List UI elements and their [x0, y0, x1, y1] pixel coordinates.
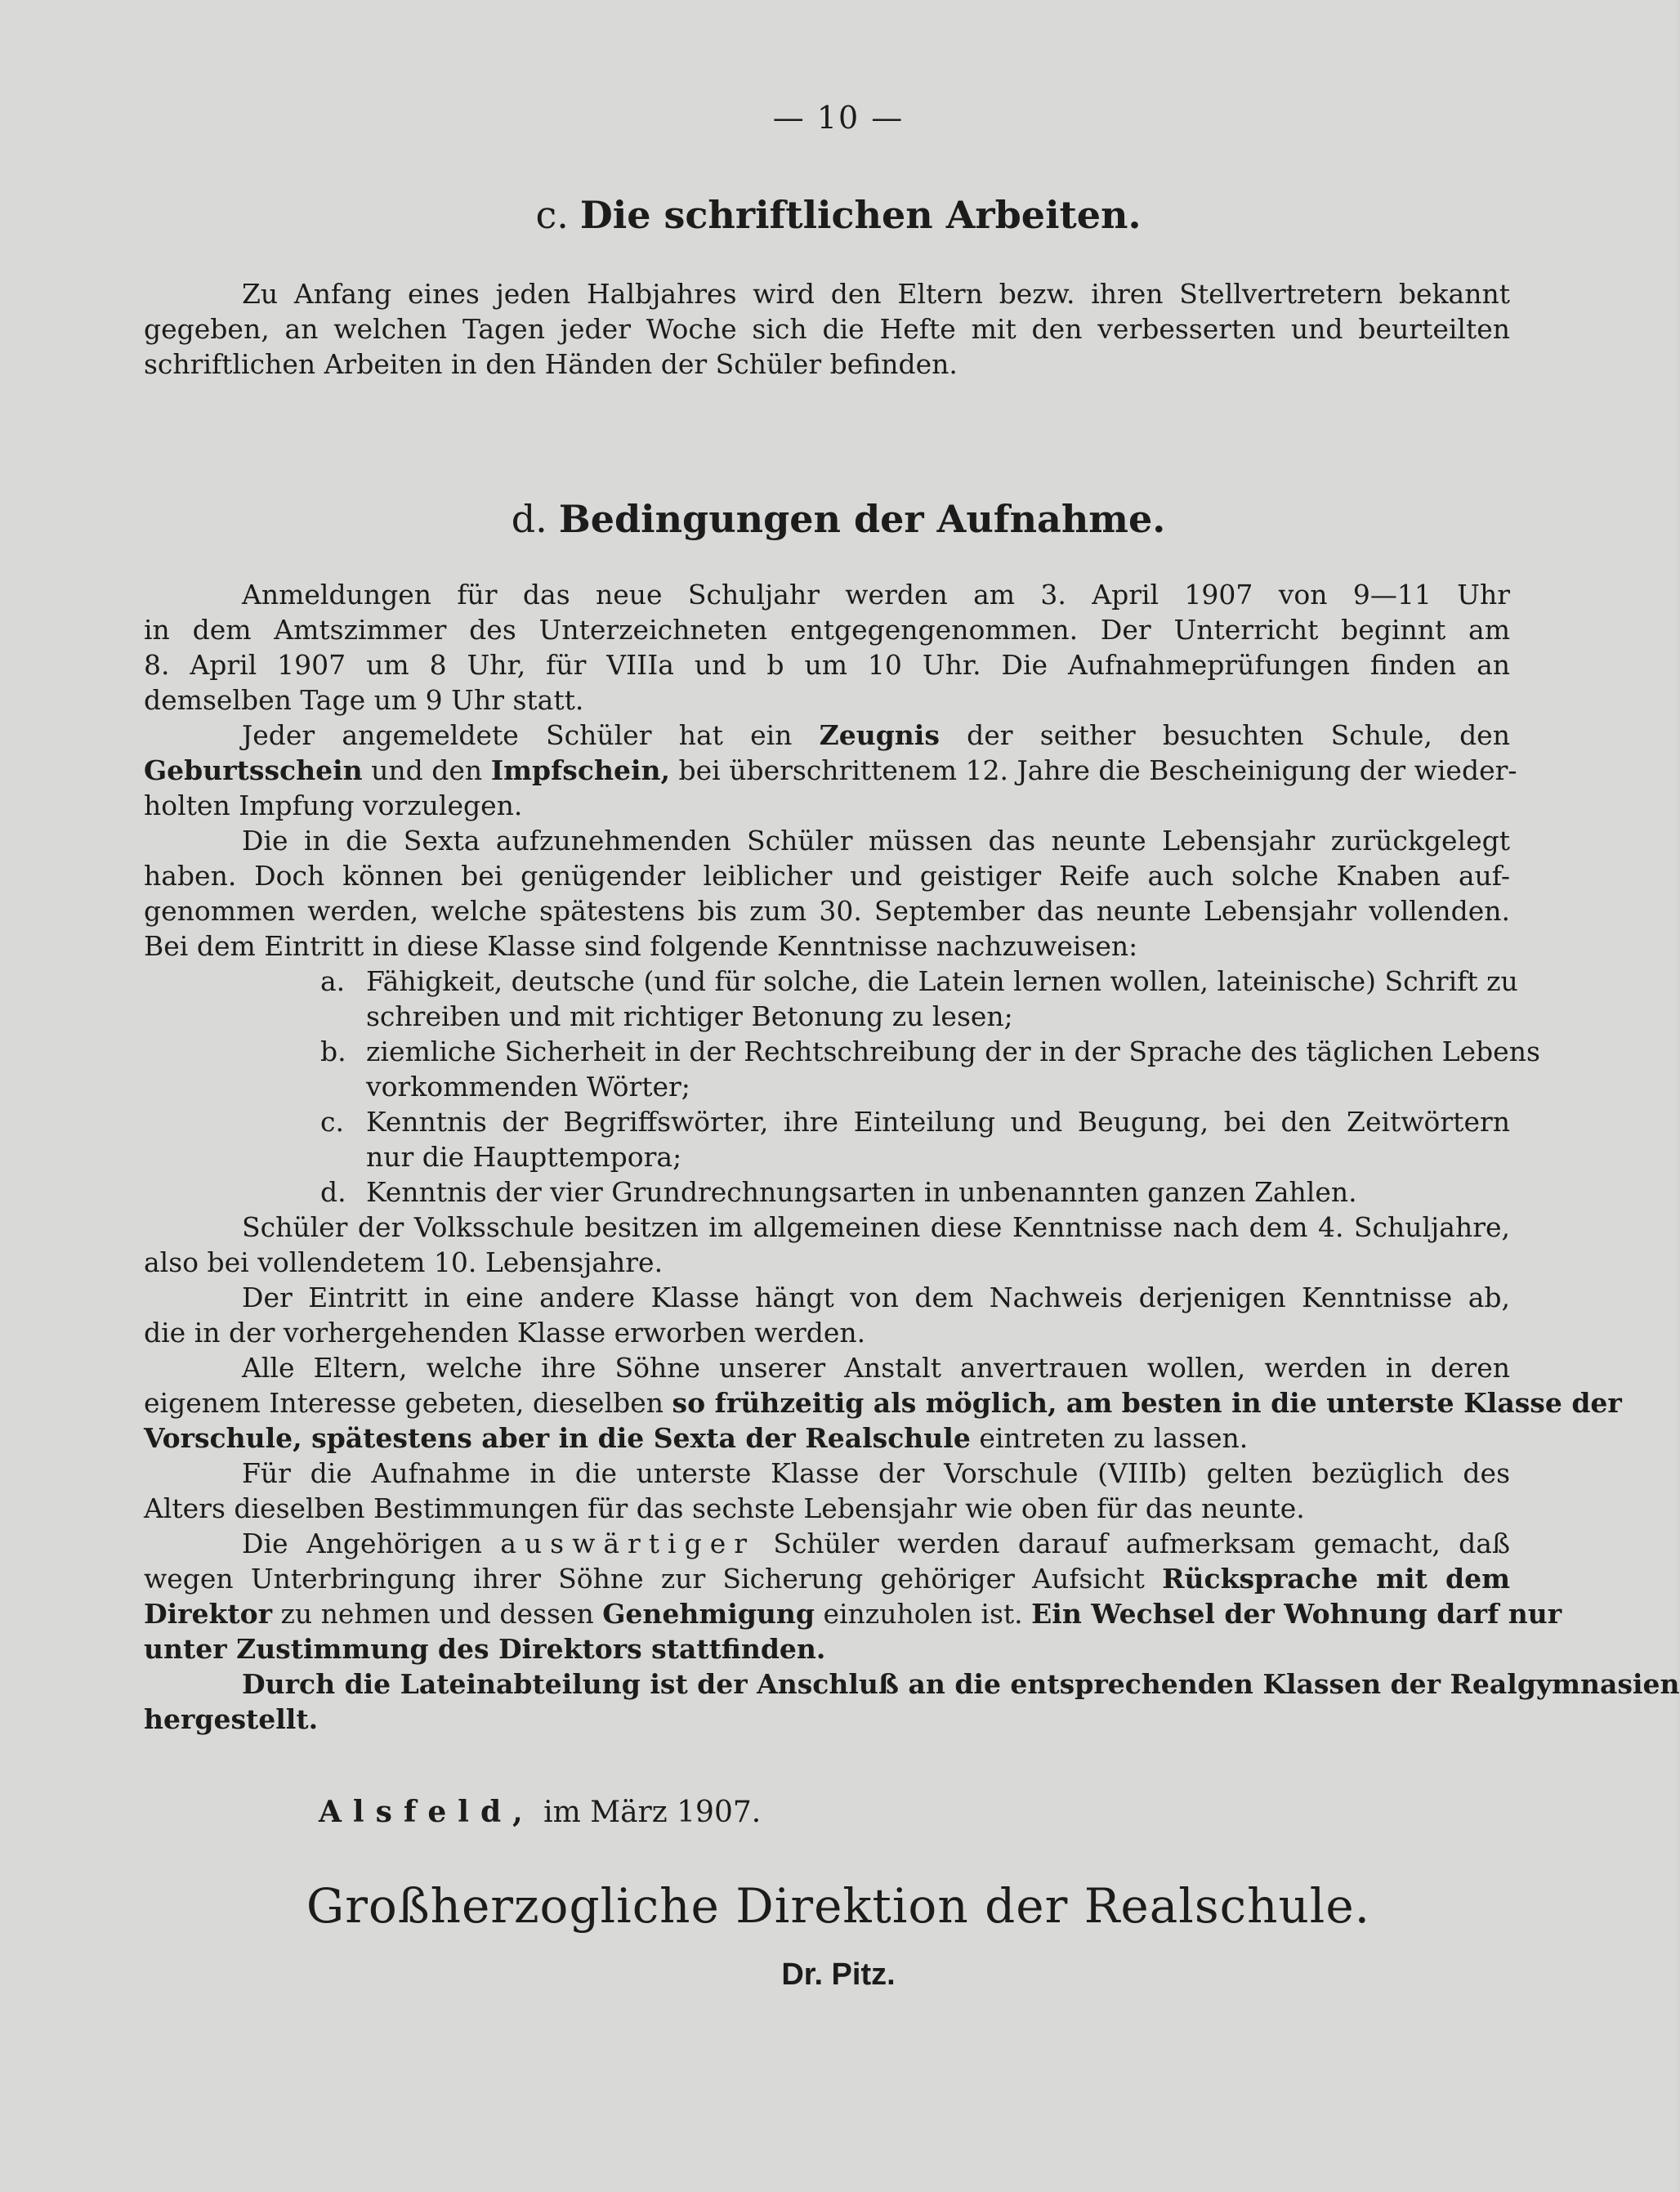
paragraph-line [144, 1526, 1510, 1561]
paragraph-line: Für die Aufnahme in die unterste Klasse der Vorschule (VIIIb) gelten bezüglich des [242, 1457, 1510, 1489]
list-item-continuation: vorkommenden Wörter; [366, 1071, 690, 1103]
paragraph-line: in dem Amtszimmer des Unterzeichneten entgegengenommen. Der Unterricht beginnt am [144, 614, 1510, 646]
paragraph-line: die in der vorhergehenden Klasse erworben werden. [144, 1317, 866, 1349]
list-marker: b. [320, 1036, 346, 1067]
list-item [144, 1104, 1510, 1139]
paragraph-line: Schüler der Volksschule besitzen im allgemeinen diese Kenntnisse nach dem 4. Schuljahre, [242, 1211, 1510, 1243]
emphasis-ruecksprache: Rücksprache mit dem [1162, 1563, 1510, 1595]
paragraph-line: unter Zustimmung des Direktors stattfinden. [144, 1633, 826, 1665]
list-item-text: Kenntnis der vier Grundrechnungsarten in unbenannten ganzen Zahlen. [366, 1176, 1357, 1208]
paragraph-line [144, 1385, 1622, 1420]
section-c-line: schriftlichen Arbeiten in den Händen der Schüler befinden. [144, 348, 958, 380]
date: im März 1907. [543, 1796, 762, 1829]
list-item-text: Fähigkeit, deutsche (und für solche, die Latein lernen wollen, lateinische) Schrift zu [366, 965, 1518, 997]
section-c-title: Die schriftlichen Arbeiten. [579, 193, 1142, 237]
paragraph-line: also bei vollendetem 10. Lebensjahre. [144, 1246, 664, 1278]
text-run: einzuholen ist. [823, 1598, 1023, 1630]
text-run: eigenem Interesse gebeten, dieselben [144, 1387, 664, 1419]
paragraph-line [144, 753, 1517, 788]
paragraph-line [144, 1561, 1510, 1596]
paragraph-line [144, 718, 1510, 753]
emphasis-vorschule: Vorschule, spätestens aber in die Sexta der Realschule [144, 1422, 971, 1454]
paragraph-line: holten Impfung vorzulegen. [144, 790, 523, 821]
emphasis-genehmigung: Genehmigung [602, 1598, 815, 1630]
emphasis-impfschein: Impfschein, [490, 754, 670, 786]
paragraph-line: Alle Eltern, welche ihre Söhne unserer Anstalt anvertrauen wollen, werden in deren [242, 1352, 1510, 1384]
paragraph-line [144, 1420, 1510, 1456]
text-run: Jeder angemeldete Schüler hat ein [242, 719, 793, 751]
paragraph-line: Durch die Lateinabteilung ist der Anschluß an die entsprechenden Klassen der Realgymnasien [242, 1668, 1680, 1700]
paragraph-line: Bei dem Eintritt in diese Klasse sind folgende Kenntnisse nachzuweisen: [144, 930, 1138, 962]
paragraph-line: Die in die Sexta aufzunehmenden Schüler müssen das neunte Lebensjahr zurückgelegt [242, 825, 1510, 857]
emphasis-geburtsschein: Geburtsschein [144, 754, 363, 786]
emphasis-fruehzeitig: so frühzeitig als möglich, am besten in die unterste Klasse der [672, 1387, 1622, 1419]
paragraph-line: Anmeldungen für das neue Schuljahr werden am 3. April 1907 von 9—11 Uhr [242, 579, 1510, 611]
section-c-heading [0, 193, 1677, 237]
text-run: wegen Unterbringung ihrer Söhne zur Sicherung gehöriger Aufsicht [144, 1563, 1145, 1595]
emphasis-zeugnis: Zeugnis [819, 719, 940, 751]
text-run: zu nehmen und dessen [280, 1598, 594, 1630]
text-run: und den [371, 754, 483, 786]
emphasis-auswaertiger: auswärtiger [500, 1528, 756, 1559]
paragraph-line: Alters dieselben Bestimmungen für das sechste Lebensjahr wie oben für das neunte. [144, 1492, 1305, 1524]
emphasis-wechsel: Ein Wechsel der Wohnung darf nur [1031, 1598, 1562, 1630]
issuing-authority: Großherzogliche Direktion der Realschule. [306, 1878, 1371, 1934]
paragraph-line: haben. Doch können bei genügender leiblicher und geistiger Reife auch solche Knaben auf- [144, 860, 1510, 892]
list-item [144, 1174, 1510, 1210]
section-d-title: Bedingungen der Aufnahme. [558, 497, 1166, 541]
list-marker: c. [320, 1106, 344, 1138]
section-c-line: Zu Anfang eines jeden Halbjahres wird den Eltern bezw. ihren Stellvertretern bekannt [242, 278, 1510, 310]
section-d-body [144, 577, 1680, 1737]
emphasis-direktor: Direktor [144, 1598, 273, 1630]
list-item-text: Kenntnis der Begriffswörter, ihre Einteilung und Beugung, bei den Zeitwörtern [366, 1106, 1510, 1138]
list-item-text: ziemliche Sicherheit in der Rechtschreibung der in der Sprache des täglichen Lebens [366, 1036, 1540, 1067]
text-run: Schüler werden darauf aufmerksam gemacht, daß [773, 1528, 1510, 1559]
section-c-letter: c. [535, 193, 569, 237]
text-run: eintreten zu lassen. [979, 1422, 1249, 1454]
list-item [144, 1034, 1540, 1069]
list-marker: d. [320, 1176, 346, 1208]
paragraph-line: genommen werden, welche spätestens bis zum 30. September das neunte Lebensjahr vollenden. [144, 895, 1510, 927]
section-d-letter: d. [511, 497, 547, 541]
signature-name: Dr. Pitz. [781, 1957, 896, 1992]
list-item-continuation: nur die Haupttempora; [366, 1141, 682, 1173]
paragraph-line: demselben Tage um 9 Uhr statt. [144, 684, 584, 716]
text-run: Die Angehörigen [242, 1528, 482, 1559]
place-name: Alsfeld, [319, 1795, 534, 1829]
paragraph-line: hergestellt. [144, 1703, 319, 1735]
place-date [319, 1795, 761, 1829]
section-c-body [144, 276, 1510, 382]
section-c-line: gegeben, an welchen Tagen jeder Woche sich die Hefte mit den verbesserten und beurteilten [144, 313, 1510, 345]
page-number: — 10 — [772, 100, 905, 136]
section-d-heading [0, 497, 1677, 541]
list-item-continuation: schreiben und mit richtiger Betonung zu lesen; [366, 1000, 1013, 1032]
list-marker: a. [320, 965, 346, 997]
text-run: der seither besuchten Schule, den [967, 719, 1510, 751]
paragraph-line [144, 1596, 1562, 1631]
text-run: bei überschrittenem 12. Jahre die Bescheinigung der wieder- [678, 754, 1517, 786]
paragraph-line: 8. April 1907 um 8 Uhr, für VIIIa und b um 10 Uhr. Die Aufnahmeprüfungen finden an [144, 649, 1510, 681]
paragraph-line: Der Eintritt in eine andere Klasse hängt von dem Nachweis derjenigen Kenntnisse ab, [242, 1282, 1510, 1313]
list-item [144, 964, 1518, 999]
